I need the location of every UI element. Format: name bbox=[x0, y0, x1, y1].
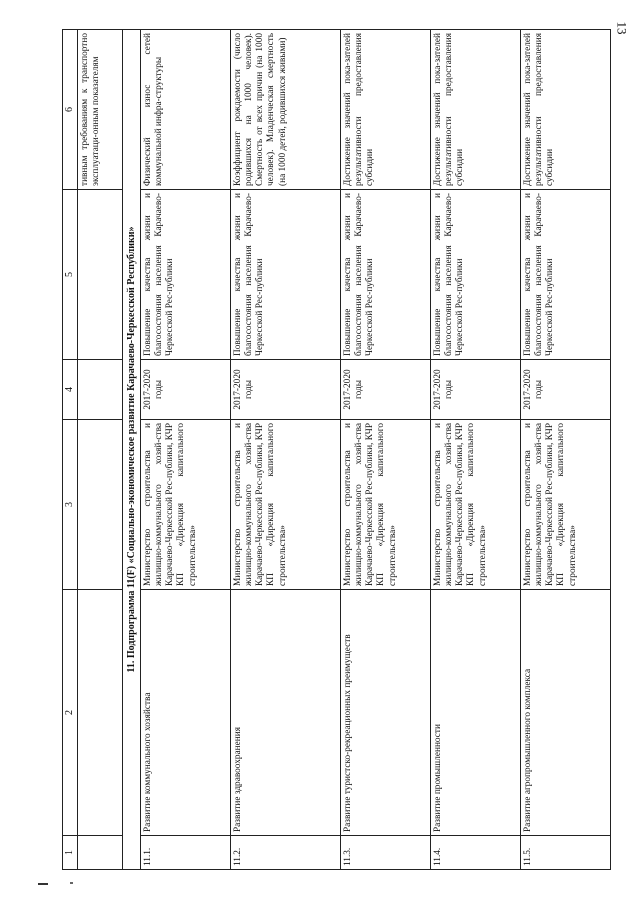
column-number-row bbox=[63, 30, 78, 870]
row-executor: Министерство строительства и жилищно-коммунального хозяй-ства Карачаево-Черкесской Рес-публики, КЧР КП «Дирекция капитального строительства» bbox=[141, 420, 231, 590]
row-executor: Министерство строительства и жилищно-коммунального хозяй-ства Карачаево-Черкесской Рес-публики, КЧР КП «Дирекция капитального строительства» bbox=[231, 420, 341, 590]
row-period: 2017-2020 годы bbox=[521, 360, 611, 420]
row-number: 11.4. bbox=[431, 836, 521, 870]
row-goal: Повышение качества жизни и благосостояния населения Карачаево-Черкесской Рес-публики bbox=[341, 190, 431, 360]
continuation-empty-2 bbox=[78, 590, 123, 836]
row-indicator: Достижение значений пока-зателей результативности предоставления субсидии bbox=[521, 30, 611, 190]
row-period: 2017-2020 годы bbox=[141, 360, 231, 420]
section-title: 11. Подпрограмма 11(F) «Социально-экономическое развитие Карачаево-Черкесской Республики» bbox=[123, 30, 141, 870]
page-number: 13 bbox=[614, 21, 630, 35]
col-num-2: 2 bbox=[63, 590, 78, 836]
row-indicator: Достижение значений пока-зателей результативности предоставления субсидии bbox=[431, 30, 521, 190]
continuation-text: тивным требованиям к транспортно эксплуатаци-онным показателям bbox=[78, 30, 123, 190]
row-measure-name: Развитие коммунального хозяйства bbox=[141, 590, 231, 836]
row-measure-name: Развитие здравоохранения bbox=[231, 590, 341, 836]
row-goal: Повышение качества жизни и благосостояния населения Карачаево-Черкесской Рес-публики bbox=[231, 190, 341, 360]
row-goal: Повышение качества жизни и благосостояния населения Карачаево-Черкесской Рес-публики bbox=[521, 190, 611, 360]
row-goal: Повышение качества жизни и благосостояния населения Карачаево-Черкесской Рес-публики bbox=[431, 190, 521, 360]
col-num-1: 1 bbox=[63, 836, 78, 870]
row-number: 11.5. bbox=[521, 836, 611, 870]
row-indicator: Достижение значений пока-зателей результативности предоставления субсидии bbox=[341, 30, 431, 190]
table-row bbox=[141, 30, 231, 870]
row-executor: Министерство строительства и жилищно-коммунального хозяй-ства Карачаево-Черкесской Рес-публики, КЧР КП «Дирекция капитального строительства» bbox=[341, 420, 431, 590]
continuation-empty-4 bbox=[78, 360, 123, 420]
table-row bbox=[231, 30, 341, 870]
row-measure-name: Развитие промышленности bbox=[431, 590, 521, 836]
table-row bbox=[431, 30, 521, 870]
table-row bbox=[341, 30, 431, 870]
continuation-empty-3 bbox=[78, 420, 123, 590]
continuation-empty-1 bbox=[78, 836, 123, 870]
rotated-table-container bbox=[62, 30, 602, 870]
scan-mark-2 bbox=[70, 882, 73, 884]
col-num-5: 5 bbox=[63, 190, 78, 360]
row-period: 2017-2020 годы bbox=[231, 360, 341, 420]
row-goal: Повышение качества жизни и благосостояния населения Карачаево-Черкесской Рес-публики bbox=[141, 190, 231, 360]
row-measure-name: Развитие туристско-рекреационных преимуществ bbox=[341, 590, 431, 836]
row-number: 11.1. bbox=[141, 836, 231, 870]
scan-mark bbox=[38, 883, 48, 885]
row-period: 2017-2020 годы bbox=[341, 360, 431, 420]
col-num-6: 6 bbox=[63, 30, 78, 190]
row-indicator: Коэффициент рождаемости (число родившихся на 1000 человек). Смертность от всех причин (на 1000 человек). Младенческая смертность (на 1000 детей, родившихся живыми) bbox=[231, 30, 341, 190]
program-table bbox=[62, 29, 611, 870]
table-row bbox=[521, 30, 611, 870]
row-number: 11.2. bbox=[231, 836, 341, 870]
section-row bbox=[123, 30, 141, 870]
col-num-4: 4 bbox=[63, 360, 78, 420]
continuation-row bbox=[78, 30, 123, 870]
row-number: 11.3. bbox=[341, 836, 431, 870]
row-measure-name: Развитие агропромышленного комплекса bbox=[521, 590, 611, 836]
row-indicator: Физический износ сетей коммунальной инфра-структуры bbox=[141, 30, 231, 190]
row-period: 2017-2020 годы bbox=[431, 360, 521, 420]
row-executor: Министерство строительства и жилищно-коммунального хозяй-ства Карачаево-Черкесской Рес-публики, КЧР КП «Дирекция капитального строительства» bbox=[431, 420, 521, 590]
col-num-3: 3 bbox=[63, 420, 78, 590]
continuation-empty-5 bbox=[78, 190, 123, 360]
row-executor: Министерство строительства и жилищно-коммунального хозяй-ства Карачаево-Черкесской Рес-публики, КЧР КП «Дирекция капитального строительства» bbox=[521, 420, 611, 590]
